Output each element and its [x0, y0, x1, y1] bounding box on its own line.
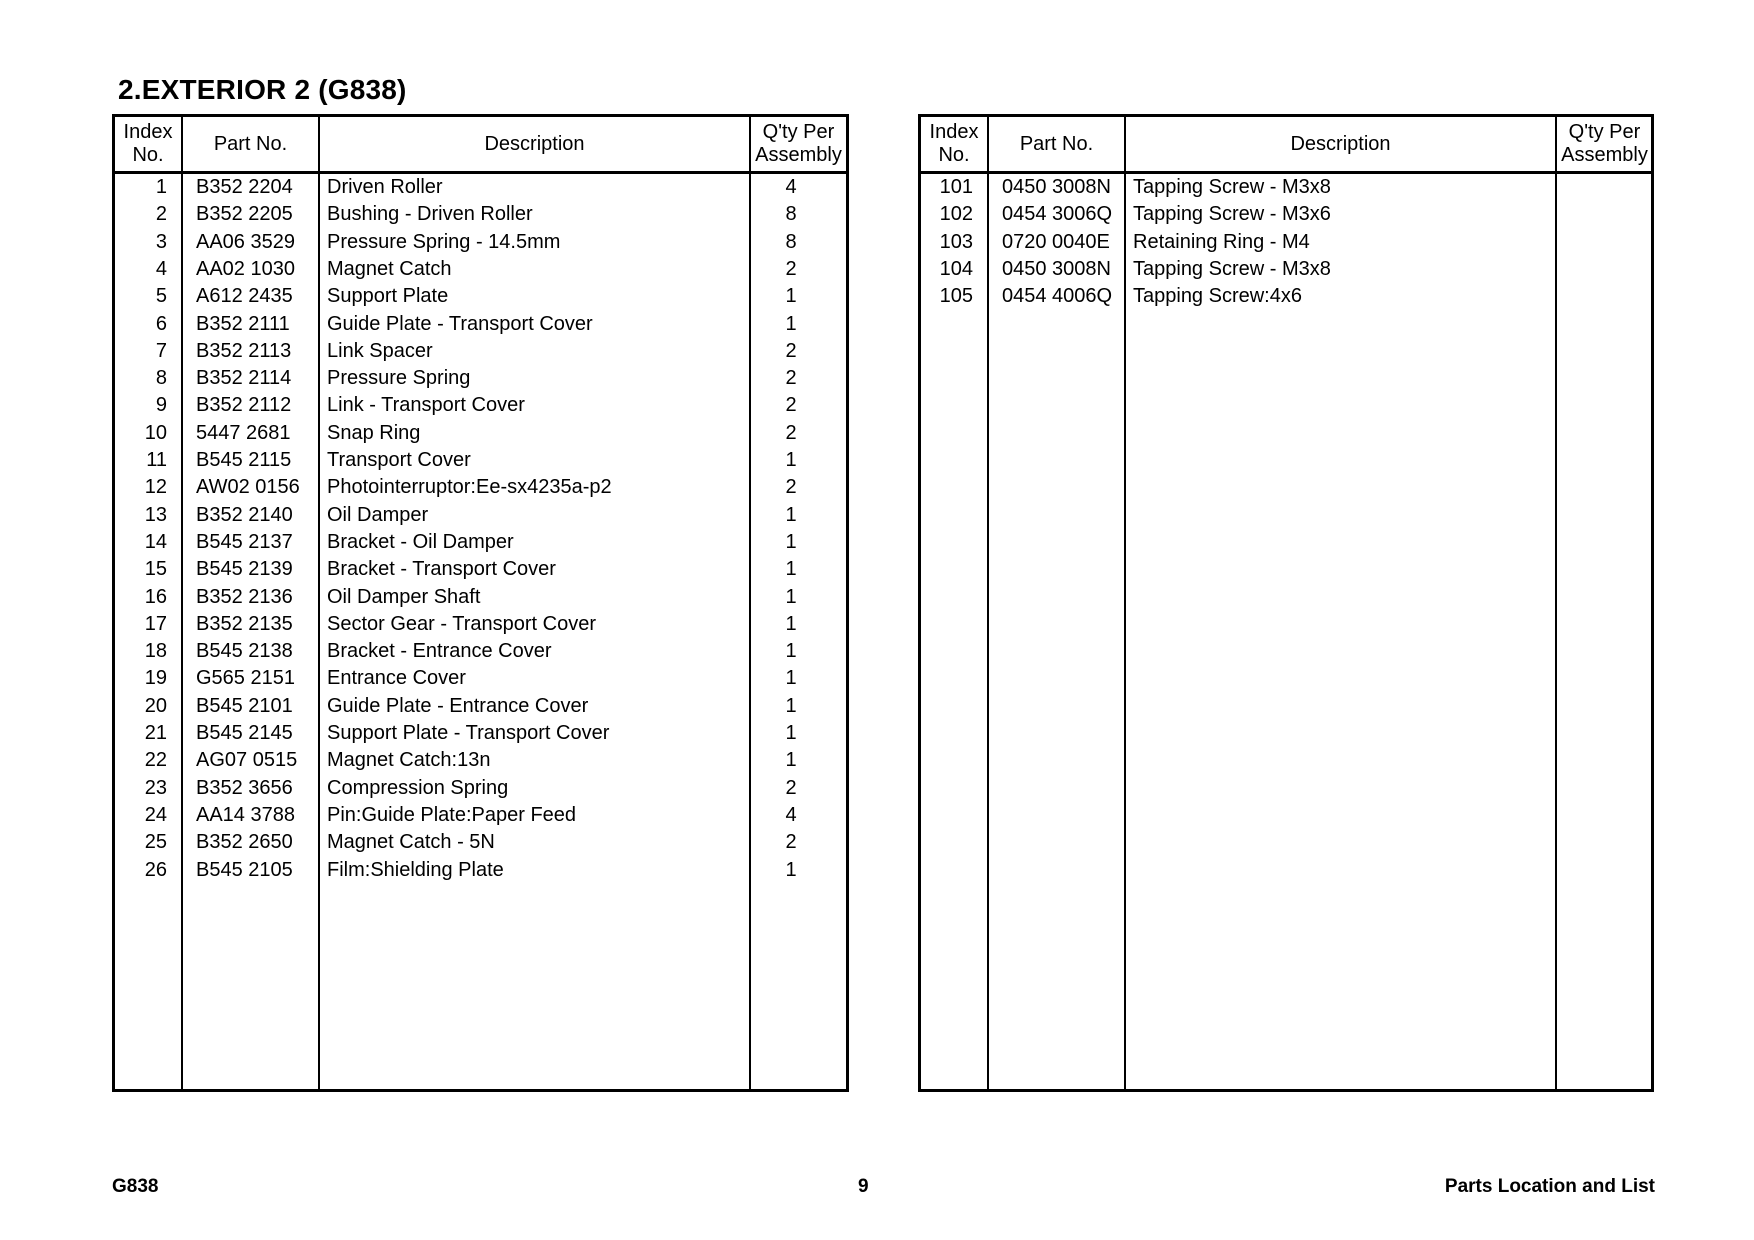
part-no-cell: B545 2145	[196, 722, 293, 744]
header-description: Description	[484, 132, 585, 155]
part-no-cell: 0454 4006Q	[1002, 285, 1113, 308]
index-cell: 12	[144, 476, 167, 499]
qty-cell: 1	[785, 722, 797, 744]
part-no-cell: B352 2205	[196, 203, 293, 226]
table-row	[115, 556, 846, 583]
qty-cell: 2	[785, 339, 797, 362]
part-no-cell: B352 2140	[196, 503, 293, 526]
header-index: Index No.	[929, 121, 979, 166]
part-no-cell: B352 2111	[196, 312, 290, 335]
header-description: Description	[1290, 132, 1391, 155]
table-row	[921, 201, 1651, 228]
qty-cell: 8	[785, 203, 797, 226]
table-row	[921, 256, 1651, 283]
description-cell: Transport Cover	[327, 449, 471, 471]
index-cell: 21	[144, 722, 167, 744]
table-row	[115, 447, 846, 474]
header-qty: Q'ty Per Assembly	[755, 121, 842, 166]
part-no-cell: B352 3656	[196, 776, 293, 799]
table-header	[115, 117, 846, 174]
table-row	[115, 256, 846, 283]
index-cell: 7	[155, 339, 167, 362]
part-no-cell: B545 2139	[196, 558, 293, 581]
table-row	[115, 338, 846, 365]
qty-cell: 1	[785, 285, 797, 308]
table-row	[115, 174, 846, 201]
index-cell: 102	[939, 203, 973, 226]
qty-cell: 1	[785, 503, 797, 526]
part-no-cell: B545 2105	[196, 858, 293, 881]
index-cell: 20	[144, 694, 167, 717]
part-no-cell: AW02 0156	[196, 476, 300, 499]
index-cell: 8	[155, 367, 167, 390]
part-no-cell: B352 2135	[196, 612, 293, 635]
qty-cell: 1	[785, 694, 797, 717]
header-part-no: Part No.	[213, 132, 288, 155]
qty-cell: 4	[785, 803, 797, 826]
part-no-cell: 0450 3008N	[1002, 257, 1111, 280]
table-row	[115, 502, 846, 529]
qty-cell: 2	[785, 367, 797, 390]
footer-page-number: 9	[858, 1176, 869, 1197]
description-cell: Guide Plate - Transport Cover	[327, 312, 593, 335]
index-cell: 17	[144, 612, 167, 635]
description-cell: Bracket - Entrance Cover	[327, 640, 552, 663]
qty-cell: 1	[785, 749, 797, 772]
table-row	[115, 584, 846, 611]
table-row	[115, 720, 846, 747]
description-cell: Photointerruptor:Ee-sx4235a-p2	[327, 476, 612, 499]
description-cell: Bushing - Driven Roller	[327, 203, 533, 226]
header-qty: Q'ty Per Assembly	[1561, 121, 1648, 166]
part-no-cell: AA14 3788	[196, 803, 295, 826]
table-row	[115, 529, 846, 556]
index-cell: 4	[155, 257, 167, 280]
index-cell: 14	[144, 530, 167, 553]
description-cell: Pressure Spring - 14.5mm	[327, 230, 561, 253]
parts-table-left	[112, 114, 849, 1092]
description-cell: Pressure Spring	[327, 367, 471, 390]
index-cell: 26	[144, 858, 167, 881]
description-cell: Support Plate	[327, 285, 449, 308]
index-cell: 101	[939, 176, 973, 198]
description-cell: Sector Gear - Transport Cover	[327, 612, 596, 635]
header-index: Index No.	[123, 121, 173, 166]
qty-cell: 2	[785, 776, 797, 799]
qty-cell: 8	[785, 230, 797, 253]
qty-cell: 1	[785, 585, 797, 608]
qty-cell: 4	[785, 176, 797, 198]
index-cell: 16	[144, 585, 167, 608]
description-cell: Compression Spring	[327, 776, 509, 799]
table-row	[115, 420, 846, 447]
table-row	[115, 311, 846, 338]
table-row	[115, 829, 846, 856]
part-no-cell: 0454 3006Q	[1002, 203, 1113, 226]
table-row	[115, 775, 846, 802]
part-no-cell: 0450 3008N	[1002, 176, 1111, 198]
index-cell: 1	[155, 176, 167, 198]
table-row	[921, 174, 1651, 201]
description-cell: Film:Shielding Plate	[327, 858, 504, 881]
footer-model: G838	[112, 1176, 159, 1197]
description-cell: Bracket - Oil Damper	[327, 530, 514, 553]
part-no-cell: B352 2650	[196, 831, 293, 854]
index-cell: 105	[939, 285, 973, 308]
index-cell: 5	[155, 285, 167, 308]
qty-cell: 2	[785, 257, 797, 280]
description-cell: Guide Plate - Entrance Cover	[327, 694, 589, 717]
parts-table-right	[918, 114, 1654, 1092]
description-cell: Magnet Catch	[327, 257, 452, 280]
qty-cell: 2	[785, 476, 797, 499]
index-cell: 2	[155, 203, 167, 226]
description-cell: Link Spacer	[327, 339, 433, 362]
qty-cell	[1557, 256, 1637, 283]
index-cell: 104	[939, 257, 973, 280]
index-cell: 24	[144, 803, 167, 826]
index-cell: 103	[939, 230, 973, 253]
description-cell: Support Plate - Transport Cover	[327, 722, 610, 744]
part-no-cell: B352 2112	[196, 394, 292, 417]
table-header	[921, 117, 1651, 174]
qty-cell	[1557, 283, 1637, 310]
table-row	[921, 283, 1651, 310]
description-cell: Oil Damper	[327, 503, 429, 526]
qty-cell: 1	[785, 667, 797, 690]
index-cell: 3	[155, 230, 167, 253]
qty-cell: 1	[785, 312, 797, 335]
index-cell: 9	[155, 394, 167, 417]
table-row	[115, 611, 846, 638]
table-row	[115, 392, 846, 419]
table-row	[921, 229, 1651, 256]
qty-cell: 1	[785, 858, 797, 881]
table-row	[115, 693, 846, 720]
description-cell: Pin:Guide Plate:Paper Feed	[327, 803, 577, 826]
index-cell: 19	[144, 667, 167, 690]
table-row	[115, 857, 846, 884]
part-no-cell: AA02 1030	[196, 257, 295, 280]
table-row	[115, 201, 846, 228]
description-cell: Tapping Screw - M3x6	[1133, 203, 1331, 226]
part-no-cell: B352 2204	[196, 176, 293, 198]
description-cell: Driven Roller	[327, 176, 443, 198]
description-cell: Magnet Catch - 5N	[327, 831, 495, 854]
part-no-cell: B545 2101	[196, 694, 293, 717]
index-cell: 6	[155, 312, 167, 335]
index-cell: 22	[144, 749, 167, 772]
description-cell: Entrance Cover	[327, 667, 466, 690]
index-cell: 18	[144, 640, 167, 663]
description-cell: Oil Damper Shaft	[327, 585, 481, 608]
qty-cell: 1	[785, 558, 797, 581]
table-row	[115, 665, 846, 692]
index-cell: 25	[144, 831, 167, 854]
qty-cell: 1	[785, 449, 797, 471]
page-title: 2.EXTERIOR 2 (G838)	[118, 74, 407, 105]
description-cell: Bracket - Transport Cover	[327, 558, 556, 581]
table-row	[115, 747, 846, 774]
part-no-cell: B545 2137	[196, 530, 293, 553]
part-no-cell: AA06 3529	[196, 230, 295, 253]
description-cell: Tapping Screw - M3x8	[1133, 176, 1331, 198]
description-cell: Tapping Screw - M3x8	[1133, 257, 1331, 280]
index-cell: 23	[144, 776, 167, 799]
part-no-cell: 5447 2681	[196, 421, 291, 444]
description-cell: Link - Transport Cover	[327, 394, 525, 417]
header-part-no: Part No.	[1019, 132, 1094, 155]
part-no-cell: 0720 0040E	[1002, 230, 1110, 253]
qty-cell: 2	[785, 394, 797, 417]
table-row	[115, 283, 846, 310]
index-cell: 11	[146, 449, 167, 471]
part-no-cell: A612 2435	[196, 285, 293, 308]
table-row	[115, 802, 846, 829]
qty-cell	[1557, 201, 1637, 228]
index-cell: 15	[144, 558, 167, 581]
qty-cell: 1	[785, 612, 797, 635]
description-cell: Tapping Screw:4x6	[1133, 285, 1302, 308]
part-no-cell: AG07 0515	[196, 749, 298, 772]
index-cell: 10	[144, 421, 167, 444]
part-no-cell: B352 2136	[196, 585, 293, 608]
part-no-cell: B545 2138	[196, 640, 293, 663]
qty-cell: 2	[785, 421, 797, 444]
part-no-cell: B352 2114	[196, 367, 292, 390]
description-cell: Magnet Catch:13n	[327, 749, 491, 772]
footer-section-title: Parts Location and List	[1444, 1176, 1655, 1197]
index-cell: 13	[144, 503, 167, 526]
description-cell: Snap Ring	[327, 421, 421, 444]
table-row	[115, 474, 846, 501]
description-cell: Retaining Ring - M4	[1133, 230, 1310, 253]
qty-cell: 1	[785, 640, 797, 663]
part-no-cell: G565 2151	[196, 667, 295, 690]
qty-cell	[1557, 229, 1637, 256]
qty-cell	[1557, 174, 1637, 201]
table-row	[115, 229, 846, 256]
qty-cell: 2	[785, 831, 797, 854]
part-no-cell: B352 2113	[196, 339, 292, 362]
part-no-cell: B545 2115	[196, 449, 292, 471]
table-row	[115, 365, 846, 392]
table-row	[115, 638, 846, 665]
qty-cell: 1	[785, 530, 797, 553]
